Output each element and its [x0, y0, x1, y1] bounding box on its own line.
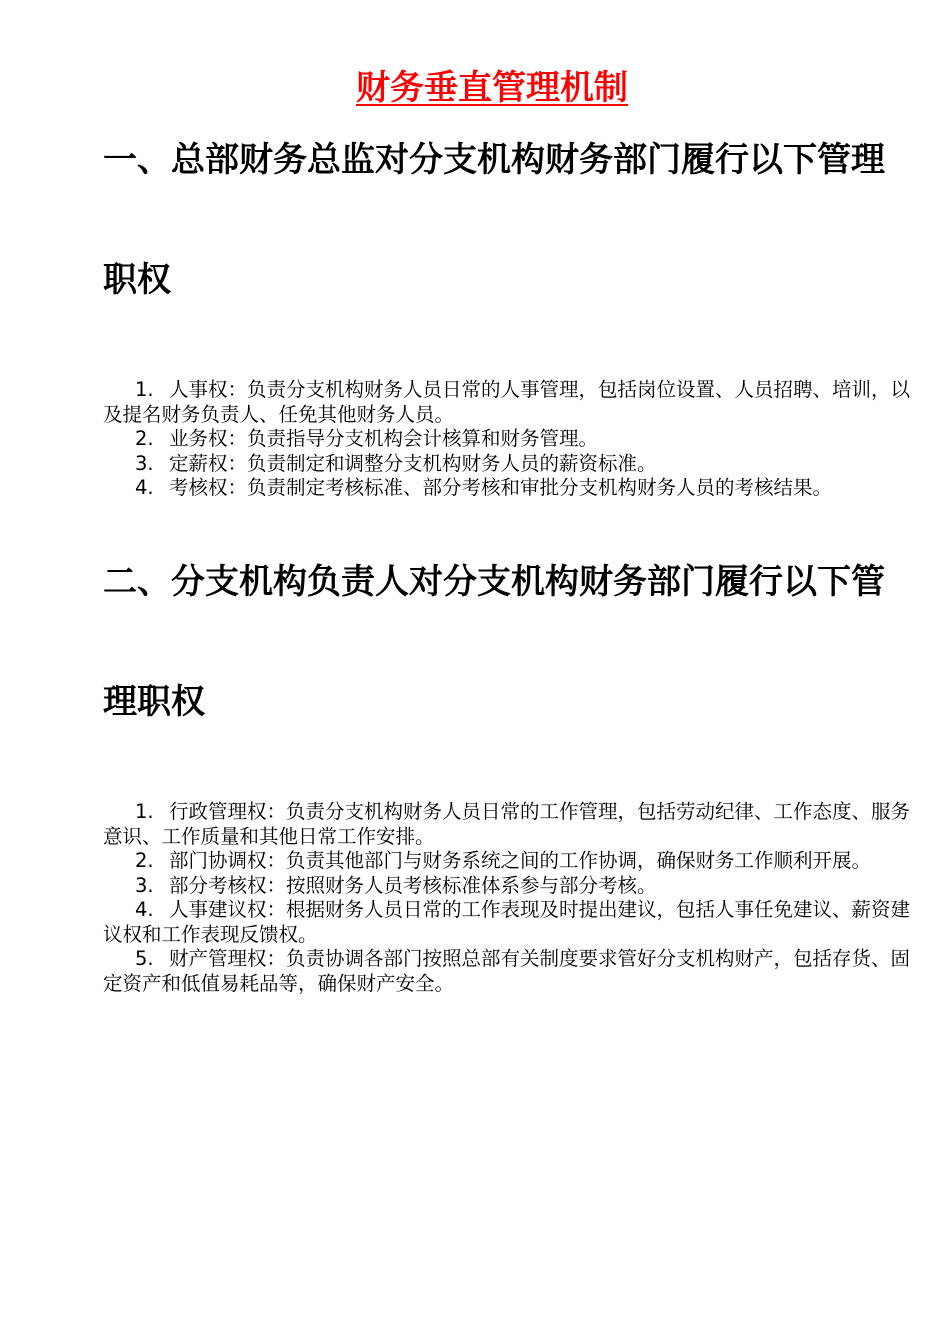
list-item-number: 3.	[135, 873, 154, 897]
list-item	[103, 947, 923, 996]
list-item-text: 业务权：负责指导分支机构会计核算和财务管理。	[169, 427, 599, 450]
list-item-number: 3.	[135, 451, 154, 475]
section-2-heading-line-2: 理职权	[103, 682, 205, 722]
list-item-number: 5.	[135, 947, 154, 970]
list-item	[103, 427, 923, 452]
list-item-number: 4.	[135, 476, 154, 499]
list-item	[103, 874, 923, 899]
section-2-heading-line-1: 二、分支机构负责人对分支机构财务部门履行以下管	[103, 562, 885, 602]
list-item-number: 2.	[135, 849, 154, 872]
list-item-text: 部门协调权：负责其他部门与财务系统之间的工作协调，确保财务工作顺利开展。	[169, 849, 872, 872]
section-1-list	[103, 378, 923, 501]
list-item	[103, 898, 923, 947]
list-item-text: 人事权：负责分支机构财务人员日常的人事管理，包括岗位设置、人员招聘、培训，以及提名财务负责人、任免其他财务人员。	[103, 378, 911, 426]
section-1-heading-line-2: 职权	[103, 260, 171, 300]
list-item	[103, 476, 923, 501]
list-item-text: 行政管理权：负责分支机构财务人员日常的工作管理，包括劳动纪律、工作态度、服务意识、工作质量和其他日常工作安排。	[103, 800, 911, 848]
list-item	[103, 452, 923, 477]
list-item-text: 人事建议权：根据财务人员日常的工作表现及时提出建议，包括人事任免建议、薪资建议权和工作表现反馈权。	[103, 898, 911, 946]
list-item-text: 考核权：负责制定考核标准、部分考核和审批分支机构财务人员的考核结果。	[169, 476, 833, 499]
list-item	[103, 800, 923, 849]
list-item-text: 定薪权：负责制定和调整分支机构财务人员的薪资标准。	[169, 451, 657, 475]
list-item-number: 1.	[135, 378, 154, 401]
document-title: 财务垂直管理机制	[356, 68, 628, 108]
list-item-number: 2.	[135, 427, 154, 450]
list-item-text: 部分考核权：按照财务人员考核标准体系参与部分考核。	[169, 873, 657, 897]
section-2-list	[103, 800, 923, 996]
list-item	[103, 849, 923, 874]
section-1-heading-line-1: 一、总部财务总监对分支机构财务部门履行以下管理	[103, 140, 885, 180]
list-item-number: 1.	[135, 800, 154, 823]
list-item-number: 4.	[135, 898, 154, 921]
list-item	[103, 378, 923, 427]
list-item-text: 财产管理权：负责协调各部门按照总部有关制度要求管好分支机构财产，包括存货、固定资产和低值易耗品等，确保财产安全。	[103, 947, 911, 995]
